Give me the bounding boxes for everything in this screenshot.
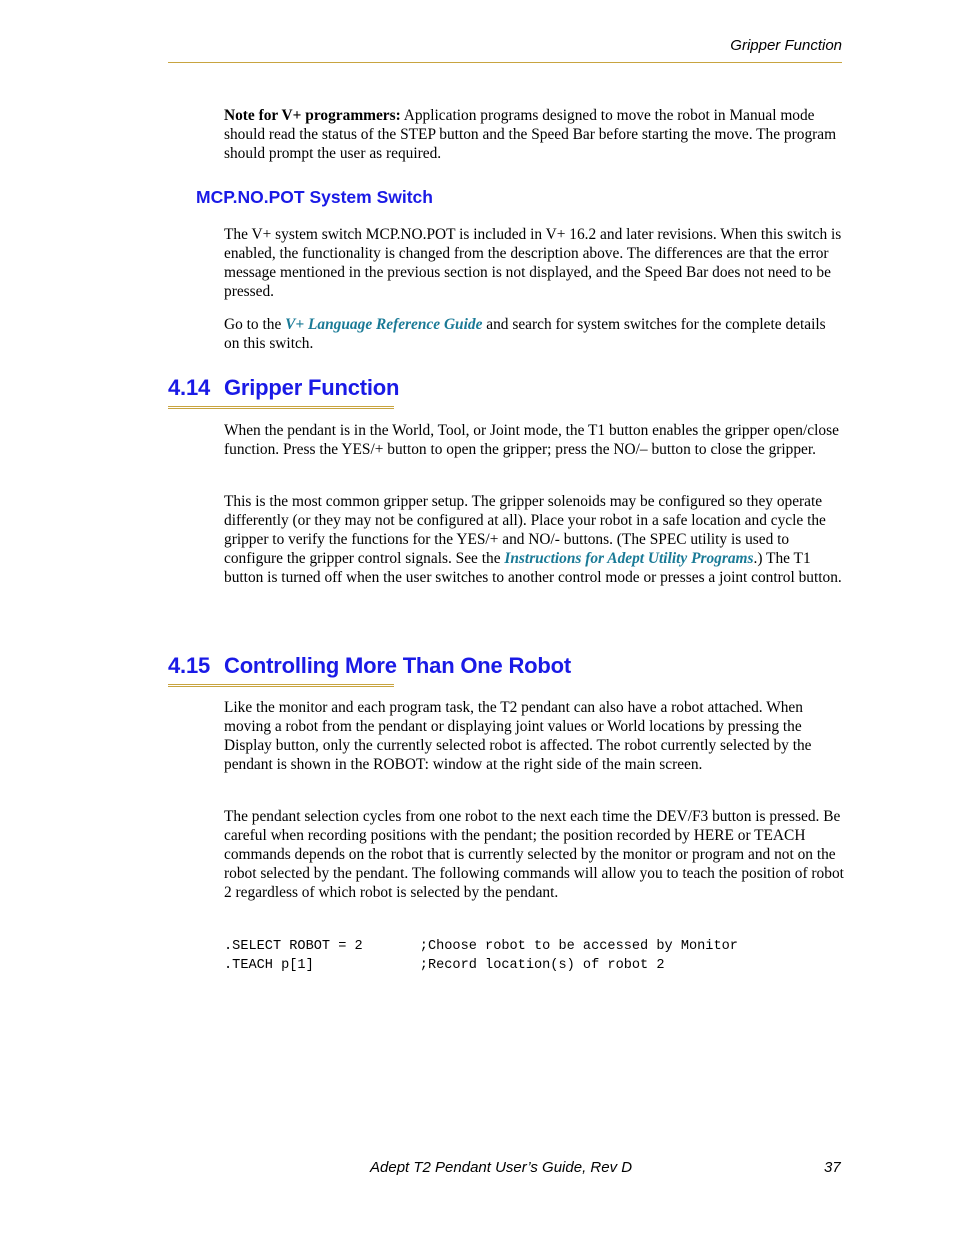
- gripper-p2-before: This is the most common gripper setup. The gripper solenoids may be configured so they operate differently (or they may not be configured at all). Place your robot in a safe location and cycle the gripper to verify the functions for the YES/+ and NO/- buttons. (The SPEC utility is used to configure the gripper control signals. See the: [224, 493, 826, 567]
- header-rule: [168, 62, 842, 63]
- section-number: 4.14: [168, 375, 211, 400]
- mcp-p2-after: and search for system switches for the complete details on this switch.: [224, 316, 826, 352]
- note-text: Application programs designed to move the robot in Manual mode should read the status of the STEP button and the Speed Bar before starting the move. The program should prompt the user as required.: [224, 107, 837, 162]
- language-reference-link[interactable]: V+ Language Reference Guide: [285, 316, 483, 333]
- robots-paragraph-1-text: Like the monitor and each program task, the T2 pendant can also have a robot attached. When moving a robot from the pendant or displaying joint values or World locations by pressing the Display button, only the currently selected robot is affected. The robot currently selected by the pendant is shown in the ROBOT: window at the right side of the main screen.: [224, 699, 812, 773]
- robots-paragraph-2-text: The pendant selection cycles from one robot to the next each time the DEV/F3 button is pressed. Be careful when recording positions with the pendant; the position recorded by HERE or TEACH commands depends on the robot that is currently selected by the monitor or program and not on the robot selected by the pendant. The following commands will allow you to teach the position of robot 2 regardless of which robot is selected by the pendant.: [224, 808, 844, 901]
- mcp-paragraph-2: [224, 316, 844, 354]
- code-line-2: .TEACH p[1] ;Record location(s) of robot 2: [224, 958, 665, 973]
- gripper-paragraph-1: [224, 422, 844, 460]
- mcp-paragraph-1-text: The V+ system switch MCP.NO.POT is included in V+ 16.2 and later revisions. When this switch is enabled, the functionality is changed from the description above. The differences are that the error message mentioned in the previous section is not displayed, and the Speed Bar does not need to be pressed.: [224, 226, 842, 300]
- footer-title: Adept T2 Pendant User’s Guide, Rev D: [370, 1159, 633, 1176]
- section-number: 4.15: [168, 653, 211, 678]
- robots-paragraph-1: [224, 699, 844, 775]
- section-4-14-heading: [168, 375, 399, 401]
- section-4-15-heading: [168, 653, 571, 679]
- section-title: Gripper Function: [224, 375, 400, 400]
- mcp-p2-before: Go to the: [224, 316, 286, 333]
- gripper-p2-after: .) The T1 button is turned off when the user switches to another control mode or presses a joint control button.: [224, 549, 842, 586]
- running-head: Gripper Function: [730, 37, 842, 54]
- note-lead: Note for V+ programmers:: [224, 107, 401, 124]
- gripper-paragraph-1-text: When the pendant is in the World, Tool, or Joint mode, the T1 button enables the gripper open/close function. Press the YES/+ button to open the gripper; press the NO/– button to close the gripper.: [224, 422, 839, 458]
- mcp-heading: MCP.NO.POT System Switch: [196, 187, 433, 207]
- robots-paragraph-2: [224, 808, 844, 903]
- gripper-paragraph-2: [224, 493, 844, 588]
- note-paragraph: [224, 107, 844, 164]
- utility-programs-link[interactable]: Instructions for Adept Utility Programs: [504, 549, 754, 567]
- section-title: Controlling More Than One Robot: [224, 653, 571, 678]
- code-line-1: .SELECT ROBOT = 2 ;Choose robot to be accessed by Monitor: [224, 939, 738, 954]
- section-4-14-rule: [168, 406, 394, 409]
- page-number: 37: [824, 1159, 841, 1176]
- mcp-paragraph-1: [224, 226, 844, 302]
- section-4-15-rule: [168, 684, 394, 687]
